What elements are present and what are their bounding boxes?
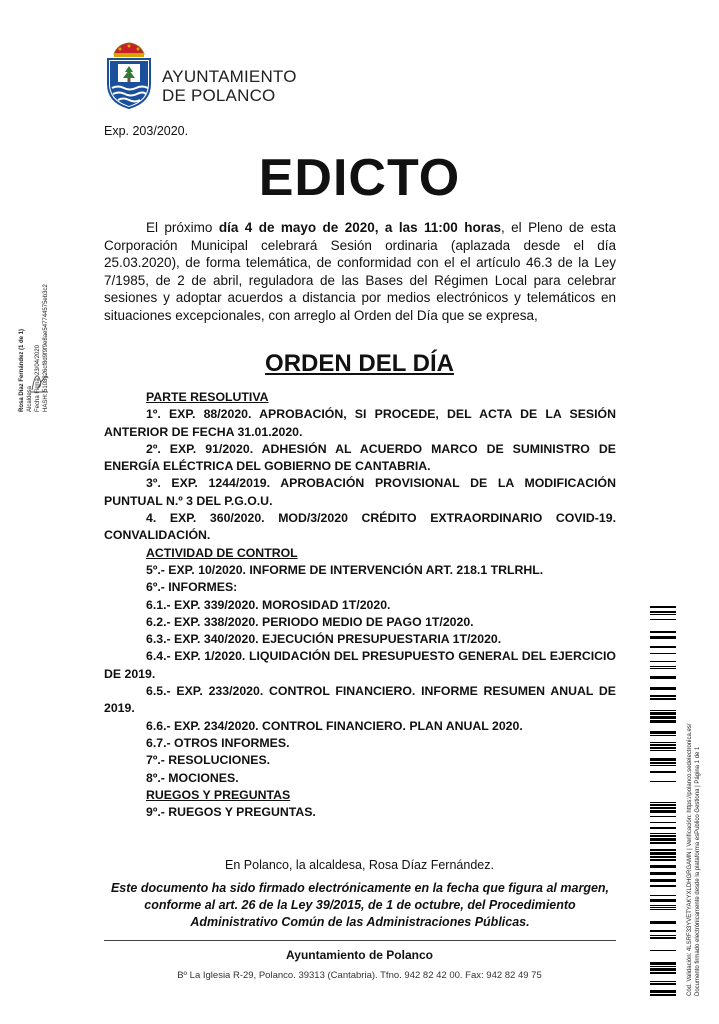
organization-name-line1: AYUNTAMIENTO bbox=[162, 67, 297, 86]
footer-address: Bº La Iglesia R-29, Polanco. 39313 (Cantabria). Tfno. 942 82 42 00. Fax: 942 82 49 75 bbox=[177, 970, 542, 981]
agenda-item-6-4: 6.4.- EXP. 1/2020. LIQUIDACIÓN DEL PRESUPUESTO GENERAL DEL EJERCICIO DE 2019. bbox=[104, 649, 616, 681]
agenda-item-3: 3º. EXP. 1244/2019. APROBACIÓN PROVISIONAL DE LA MODIFICACIÓN PUNTUAL N.º 3 DEL P.G.O.U. bbox=[104, 476, 616, 508]
agenda-item-1: 1º. EXP. 88/2020. APROBACIÓN, SI PROCEDE, DEL ACTA DE LA SESIÓN ANTERIOR DE FECHA 31.01.2020. bbox=[104, 407, 616, 439]
signer-role: Alcaldesa bbox=[27, 385, 33, 412]
agenda-item-6-7: 6.7.- OTROS INFORMES. bbox=[146, 735, 290, 750]
intro-lead: El próximo bbox=[146, 220, 219, 235]
intro-paragraph bbox=[104, 219, 616, 324]
agenda-item-6: 6º.- INFORMES: bbox=[146, 580, 238, 595]
electronic-signature-note: Este documento ha sido firmado electrónicamente en la fecha que figura al margen, conforme al art. 26 de la Ley 39/2015, de 1 de octubre, del Procedimiento Administrativo Común de las Administraciones Públicas. bbox=[110, 881, 610, 929]
agenda-item-6-3: 6.3.- EXP. 340/2020. EJECUCIÓN PRESUPUESTARIA 1T/2020. bbox=[146, 632, 502, 647]
verification-margin bbox=[686, 626, 702, 996]
document-title: EDICTO bbox=[258, 149, 461, 207]
agenda-item-7: 7º.- RESOLUCIONES. bbox=[146, 753, 271, 768]
organization-name-line2: DE POLANCO bbox=[162, 86, 276, 105]
agenda-title: ORDEN DEL DÍA bbox=[265, 350, 454, 377]
barcode-icon bbox=[650, 606, 676, 996]
agenda-item-6-2: 6.2.- EXP. 338/2020. PERIODO MEDIO DE PAGO 1T/2020. bbox=[146, 614, 474, 629]
agenda-item-6-5: 6.5.- EXP. 233/2020. CONTROL FINANCIERO. INFORME RESUMEN ANUAL DE 2019. bbox=[104, 684, 616, 716]
expedient-reference: Exp. 203/2020. bbox=[104, 124, 189, 138]
agenda-list bbox=[104, 389, 616, 821]
section-heading-ruegos: RUEGOS Y PREGUNTAS bbox=[146, 787, 291, 802]
agenda-item-8: 8º.- MOCIONES. bbox=[146, 770, 239, 785]
agenda-item-5: 5º.- EXP. 10/2020. INFORME DE INTERVENCIÓN ART. 218.1 TRLRHL. bbox=[146, 562, 544, 577]
intro-date-time: día 4 de mayo de 2020, a las 11:00 horas bbox=[218, 220, 501, 235]
handwritten-signature-icon bbox=[26, 362, 52, 396]
signature-date: Fecha Firma: 23/04/2020 bbox=[35, 344, 41, 412]
organization-name bbox=[162, 67, 297, 105]
intro-rest: , el Pleno de esta Corporación Municipal celebrará Sesión ordinaria (aplazada desde el día 25.03.2020), de forma telemática, de conformidad con el el artículo 46.3 de la Ley 7/1985, de 2 de abril, reguladora de las Bases del Régimen Local para celebrar sesiones y adoptar acuerdos a distancia por medios electrónicos y telemáticos en situaciones excepcionales, con arreglo al Orden del Día que se expresa, bbox=[104, 220, 616, 323]
footer-divider bbox=[104, 940, 616, 941]
agenda-item-9: 9º.- RUEGOS Y PREGUNTAS. bbox=[146, 805, 316, 820]
agenda-item-4: 4. EXP. 360/2020. MOD/3/2020 CRÉDITO EXTRAORDINARIO COVID-19. CONVALIDACIÓN. bbox=[104, 511, 616, 543]
signature-hash: HASH: 5108826cf8d9f9f9e8ae547744575eb3c2 bbox=[43, 284, 49, 412]
coat-of-arms-icon bbox=[104, 40, 154, 110]
agenda-item-6-1: 6.1.- EXP. 339/2020. MOROSIDAD 1T/2020. bbox=[146, 597, 391, 612]
agenda-item-6-6: 6.6.- EXP. 234/2020. CONTROL FINANCIERO. PLAN ANUAL 2020. bbox=[146, 718, 523, 733]
section-heading-resolutiva: PARTE RESOLUTIVA bbox=[146, 390, 269, 404]
signer-name: Rosa Díaz Fernández (1 de 1) bbox=[19, 328, 25, 412]
footer-organization: Ayuntamiento de Polanco bbox=[286, 948, 433, 962]
verification-platform-line: Documento firmado electrónicamente desde la plataforma esPublico Gestiona | Página 1 de 1 bbox=[695, 746, 701, 996]
signature-line: En Polanco, la alcaldesa, Rosa Díaz Fernández. bbox=[225, 858, 494, 872]
section-heading-control: ACTIVIDAD DE CONTROL bbox=[146, 545, 298, 560]
verification-code-line: Cód. Validación: 4LSRF33YVETYAKYXLDHGRGAMN | Verificación: https://polanco.sedelectronica.es/ bbox=[687, 723, 693, 996]
agenda-item-2: 2º. EXP. 91/2020. ADHESIÓN AL ACUERDO MARCO DE SUMINISTRO DE ENERGÍA ELÉCTRICA DEL GOBIERNO DE CANTABRIA. bbox=[104, 441, 616, 474]
